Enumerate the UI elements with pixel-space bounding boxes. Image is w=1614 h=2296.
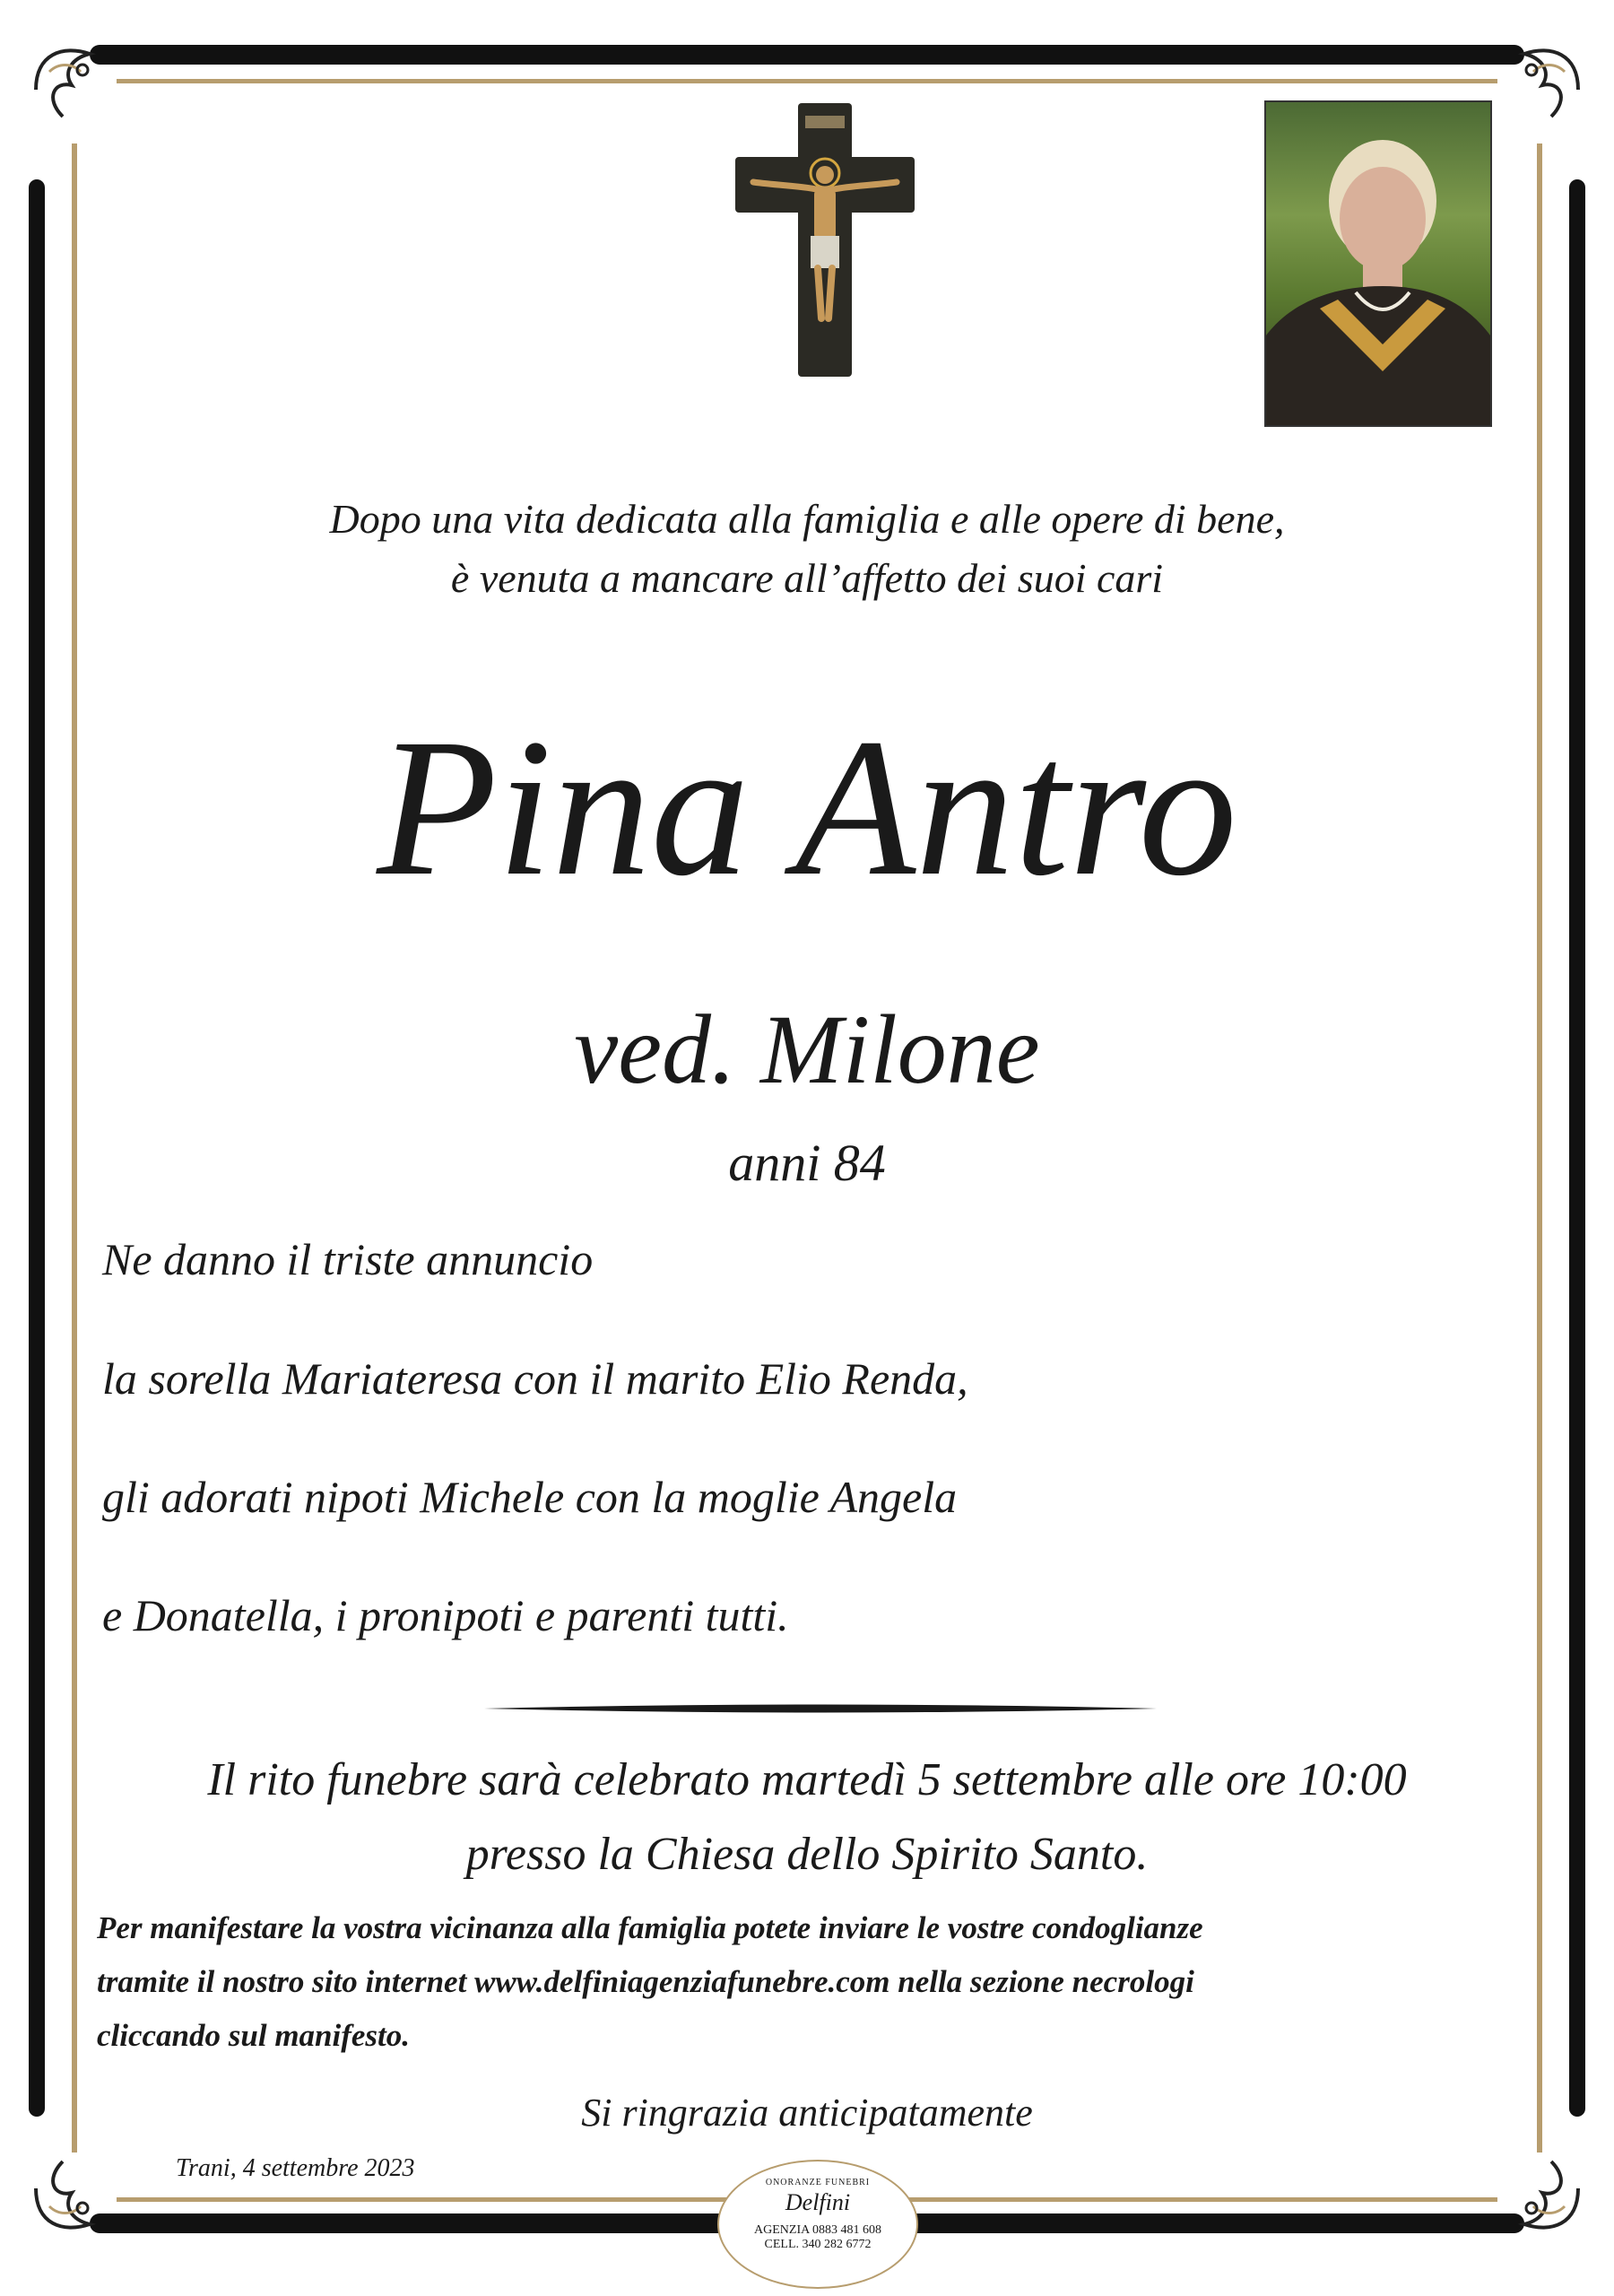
crucifix-icon: [735, 103, 915, 377]
agency-badge: [717, 2160, 918, 2289]
portrait-figure-icon: [1266, 102, 1490, 425]
corner-ornament-icon: [27, 36, 134, 144]
agency-logo: Delfini: [785, 2189, 851, 2215]
announcement-line: la sorella Mariateresa con il marito Elio Renda,: [102, 1353, 968, 1404]
corner-ornament-icon: [1480, 36, 1587, 144]
announcement-line: e Donatella, i pronipoti e parenti tutti.: [102, 1590, 789, 1640]
age: anni 84: [728, 1134, 886, 1192]
frame-top-black: [90, 45, 1524, 65]
married-name: ved. Milone: [574, 995, 1040, 1104]
intro-line-1: Dopo una vita dedicata alla famiglia e alle opere di bene,: [329, 496, 1285, 542]
agency-cell: CELL. 340 282 6772: [764, 2238, 872, 2251]
funeral-line-2: presso la Chiesa dello Spirito Santo.: [465, 1829, 1149, 1880]
condolences-line-3: cliccando sul manifesto.: [97, 2018, 411, 2053]
announcement-line: gli adorati nipoti Michele con la moglie Angela: [102, 1472, 958, 1522]
announcement-intro: Ne danno il triste annuncio: [102, 1234, 594, 1284]
thanks: Si ringrazia anticipatamente: [581, 2091, 1033, 2135]
corner-ornament-icon: [27, 2135, 134, 2242]
deceased-name: Pina Antro: [377, 698, 1237, 917]
place-date: Trani, 4 settembre 2023: [176, 2154, 415, 2182]
intro-line-2: è venuta a mancare all’affetto dei suoi cari: [450, 555, 1164, 601]
portrait-photo: [1264, 100, 1492, 427]
divider: [484, 1702, 1157, 1715]
agency-phone: AGENZIA 0883 481 608: [754, 2223, 881, 2237]
frame-top-gold: [117, 79, 1497, 83]
funeral-line-1: Il rito funebre sarà celebrato martedì 5 settembre alle ore 10:00: [207, 1754, 1407, 1805]
condolences-line-1: Per manifestare la vostra vicinanza alla famiglia potete inviare le vostre condoglianze: [97, 1910, 1203, 1945]
corner-ornament-icon: [1480, 2135, 1587, 2242]
agency-tagline: ONORANZE FUNEBRI: [765, 2178, 871, 2187]
condolences-line-2: tramite il nostro sito internet www.delfiniagenziafunebre.com nella sezione necrologi: [97, 1964, 1194, 1999]
